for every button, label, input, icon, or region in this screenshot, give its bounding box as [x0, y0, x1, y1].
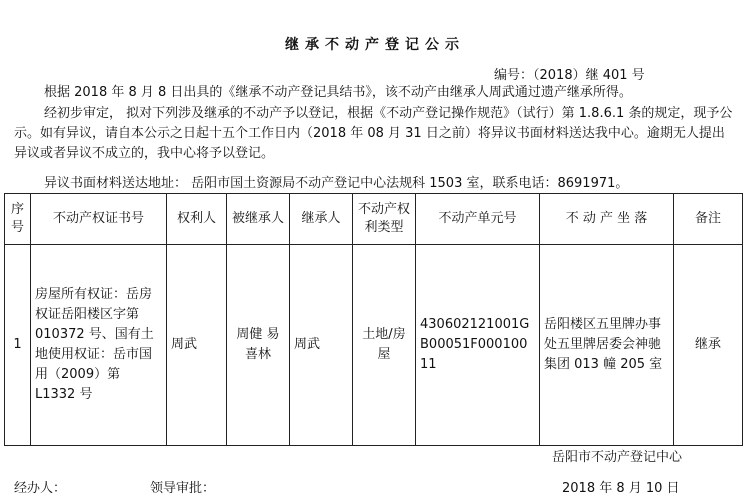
header-decedent: 被继承人	[227, 194, 290, 245]
issue-date: 2018 年 8 月 10 日	[562, 481, 680, 496]
table-header-row	[5, 194, 743, 245]
paragraph-address: 异议书面材料送达地址： 岳阳市国土资源局不动产登记中心法规科 1503 室，联系电话：8691971。	[44, 176, 629, 191]
cell-unit-no: 430602121001GB00051F00010011	[416, 245, 540, 446]
document-number: 编号：（2018）继 401 号	[494, 68, 645, 83]
leader-approval-label: 领导审批：	[150, 481, 216, 496]
header-note: 备注	[674, 194, 743, 245]
header-right-type: 不动产权利类型	[353, 194, 416, 245]
header-location: 不 动 产 坐 落	[540, 194, 674, 245]
header-owner: 权利人	[167, 194, 227, 245]
table-row	[5, 245, 743, 446]
cell-seq: 1	[5, 245, 31, 446]
cell-heir: 周武	[290, 245, 353, 446]
handler-label: 经办人：	[14, 481, 67, 496]
header-cert: 不动产权证书号	[31, 194, 167, 245]
cell-note: 继承	[674, 245, 743, 446]
header-unit-no: 不动产单元号	[416, 194, 540, 245]
cell-right-type: 土地/房屋	[353, 245, 416, 446]
issuing-center: 岳阳市不动产登记中心	[552, 450, 683, 465]
cell-cert: 房屋所有权证：岳房权证岳阳楼区字第 010372 号、国有土地使用权证：岳市国用（2009）第 L1332 号	[31, 245, 167, 446]
cell-location: 岳阳楼区五里牌办事处五里牌居委会神驰集团 013 幢 205 室	[540, 245, 674, 446]
cell-owner: 周武	[167, 245, 227, 446]
registration-table	[4, 193, 743, 446]
header-seq: 序号	[5, 194, 31, 245]
header-heir: 继承人	[290, 194, 353, 245]
cell-decedent: 周健 易喜林	[227, 245, 290, 446]
paragraph-review: 经初步审定， 拟对下列涉及继承的不动产予以登记，根据《不动产登记操作规范》（试行）第 1.8.6.1 条的规定，现予公示。如有异议，请自本公示之日起十五个工作日内（2018 年 08 月 31 日之前）将异议书面材料送达我中心。逾期无人提出异议或者异议不成立的，我中心将予以登记。	[14, 106, 733, 161]
page-title: 继承不动产登记公示	[285, 37, 465, 53]
paragraph-basis: 根据 2018 年 8 月 8 日出具的《继承不动产登记具结书》，该不动产由继承人周武通过遗产继承所得。	[44, 85, 632, 100]
